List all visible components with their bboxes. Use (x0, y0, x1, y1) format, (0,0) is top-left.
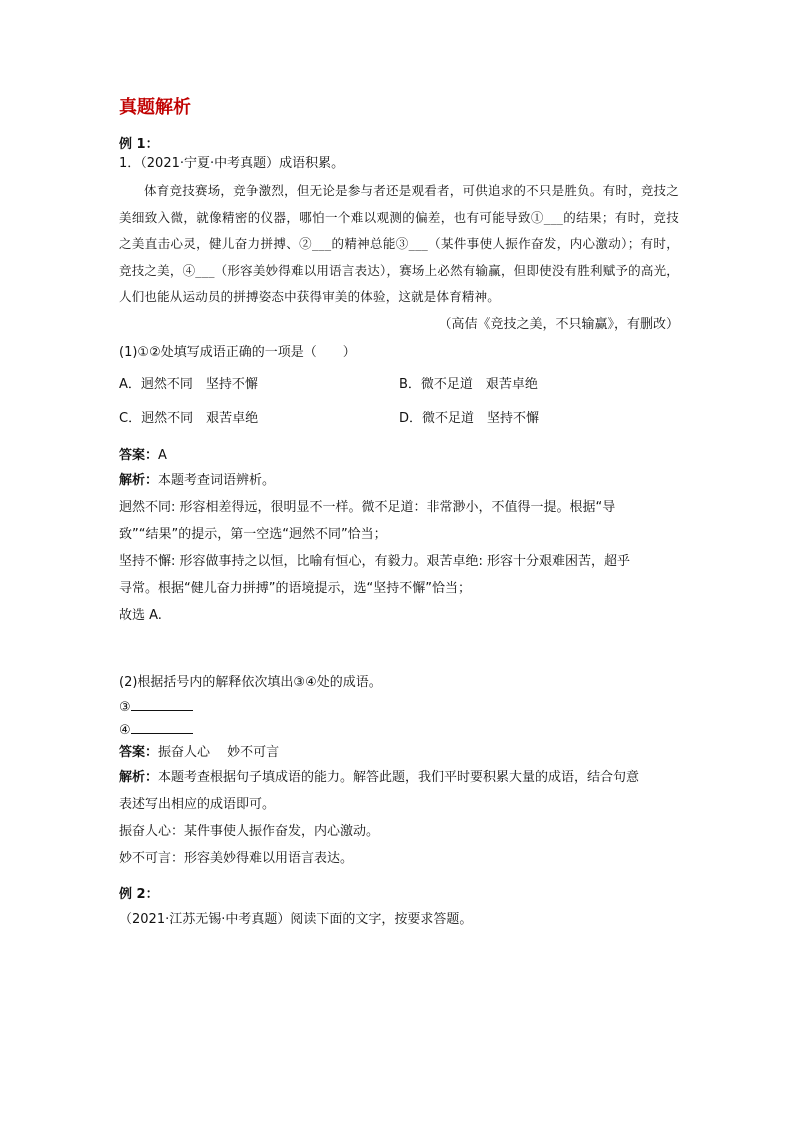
question-1-header: 1．（2021·宁夏·中考真题）成语积累。 (119, 156, 345, 171)
blank-4 (119, 719, 679, 742)
answer-2 (119, 742, 679, 764)
option-c: C．迥然不同 艰苦卓绝 (119, 410, 259, 426)
option-b: B．微不足道 艰苦卓绝 (399, 376, 538, 392)
option-a: A．迥然不同 坚持不懈 (119, 376, 258, 392)
answer-1 (119, 445, 679, 467)
analysis-1 (119, 467, 679, 494)
analysis-1-line: 致”“结果”的提示，第一空选“迥然不同”恰当； (119, 526, 387, 542)
answer-label: 答案： (119, 447, 159, 463)
blank-3 (119, 696, 679, 719)
blank-3-underline (131, 696, 193, 711)
passage-source: （高佶《竞技之美，不只输赢》，有删改） (438, 316, 679, 332)
analysis-1-line: 迥然不同: 形容相差得远，很明显不一样。微不足道：非常渺小，不值得一提。根据“导 (119, 499, 616, 515)
answer-options (119, 375, 679, 429)
analysis-1-line: 寻常。根据“健儿奋力拼搏”的语境提示，选“坚持不懈”恰当； (119, 580, 471, 596)
analysis-text: 本题考查词语辨析。 (158, 472, 276, 488)
analysis-2-line: 振奋人心：某件事使人振作奋发，内心激动。 (119, 823, 380, 839)
blank-4-underline (131, 719, 193, 734)
example-1-label: 例 1： (119, 137, 159, 152)
option-d: D．微不足道 坚持不懈 (399, 410, 540, 426)
blank-4-marker: ④ (119, 722, 131, 738)
analysis-label: 解析： (119, 472, 159, 488)
blank-3-marker: ③ (119, 699, 131, 715)
sub-question-2-stem: (2)根据括号内的解释依次填出③④处的成语。 (119, 674, 382, 690)
answer-label: 答案： (119, 744, 159, 760)
example-2-header: （2021·江苏无锡·中考真题）阅读下面的文字，按要求答题。 (119, 911, 473, 927)
answer-value: 振奋人心 妙不可言 (158, 744, 280, 760)
example-2-label: 例 2： (119, 886, 159, 902)
document-page (119, 96, 679, 930)
answer-value: A (158, 447, 167, 463)
analysis-2 (119, 764, 679, 791)
analysis-1-line: 坚持不懈: 形容做事持之以恒，比喻有恒心，有毅力。艰苦卓绝: 形容十分艰难困苦，超乎 (119, 553, 631, 569)
analysis-2-line: 妙不可言：形容美妙得难以用语言表达。 (119, 850, 354, 866)
analysis-text: 本题考查根据句子填成语的能力。解答此题，我们平时要积累大量的成语，结合句意 (158, 769, 640, 785)
analysis-2-line: 表述写出相应的成语即可。 (119, 796, 276, 812)
section-title: 真题解析 (119, 97, 191, 118)
reading-passage: 体育竞技赛场，竞争激烈，但无论是参与者还是观看者，可供追求的不只是胜负。有时，竞技之美细致入微，就像精密的仪器，哪怕一个难以观测的偏差，也有可能导致①___的结果；有时，竞技之美直击心灵，健儿奋力拼搏、②___的精神总能③___（某件事使人振作奋发，内心激动）；有时，竞技之美，④___（形容美妙得难以用语言表达），赛场上必然有输赢，但即使没有胜利赋予的高光，人们也能从运动员的拼搏姿态中获得审美的体验，这就是体育精神。 (119, 183, 679, 304)
analysis-label: 解析： (119, 769, 159, 785)
sub-question-1-stem: (1)①②处填写成语正确的一项是（ ） (119, 344, 356, 360)
analysis-1-line: 故选 A. (119, 607, 162, 623)
